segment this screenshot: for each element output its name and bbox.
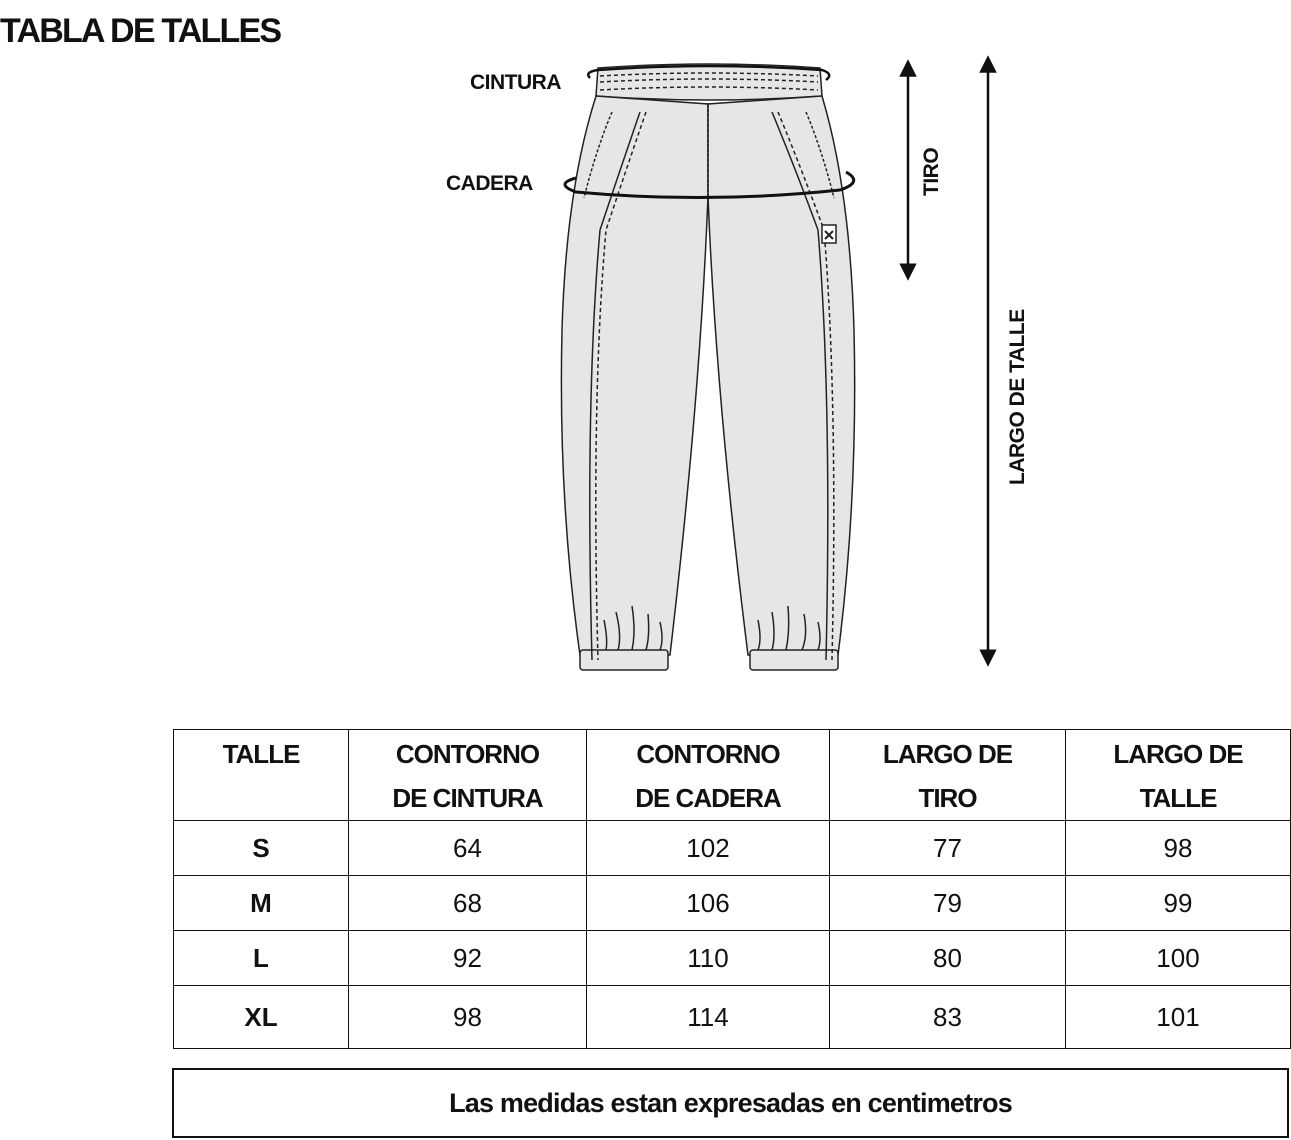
size-cell: S xyxy=(174,821,349,876)
table-row xyxy=(174,821,1291,876)
talle-cell: 100 xyxy=(1066,931,1291,986)
cintura-cell: 64 xyxy=(349,821,587,876)
pants-illustration xyxy=(561,64,854,670)
talle-cell: 99 xyxy=(1066,876,1291,931)
logo-tag xyxy=(822,225,836,243)
left-leg xyxy=(561,96,708,655)
header-contorno-cadera: CONTORNO DE CADERA xyxy=(587,730,830,821)
tiro-cell: 83 xyxy=(830,986,1066,1049)
header-talle: TALLE xyxy=(174,730,349,821)
talle-cell: 101 xyxy=(1066,986,1291,1049)
units-note: Las medidas estan expresadas en centimetros xyxy=(172,1068,1289,1138)
label-cintura: CINTURA xyxy=(470,71,561,94)
cadera-cell: 106 xyxy=(587,876,830,931)
table-row xyxy=(174,931,1291,986)
right-cuff xyxy=(750,650,838,670)
tiro-cell: 79 xyxy=(830,876,1066,931)
cintura-cell: 68 xyxy=(349,876,587,931)
tiro-cell: 77 xyxy=(830,821,1066,876)
cadera-cell: 114 xyxy=(587,986,830,1049)
label-largo-talle: LARGO DE TALLE xyxy=(1006,309,1029,485)
size-cell: XL xyxy=(174,986,349,1049)
cintura-cell: 92 xyxy=(349,931,587,986)
right-leg xyxy=(708,96,855,655)
talle-cell: 98 xyxy=(1066,821,1291,876)
cadera-cell: 110 xyxy=(587,931,830,986)
label-tiro: TIRO xyxy=(920,147,943,196)
size-cell: M xyxy=(174,876,349,931)
cintura-cell: 98 xyxy=(349,986,587,1049)
table-row xyxy=(174,986,1291,1049)
cadera-cell: 102 xyxy=(587,821,830,876)
waistband xyxy=(596,64,822,100)
size-table xyxy=(173,729,1291,1049)
page-title: TABLA DE TALLES xyxy=(0,12,281,50)
tiro-cell: 80 xyxy=(830,931,1066,986)
header-largo-talle: LARGO DE TALLE xyxy=(1066,730,1291,821)
size-cell: L xyxy=(174,931,349,986)
label-cadera: CADERA xyxy=(446,172,533,195)
left-cuff xyxy=(580,650,668,670)
table-header-row xyxy=(174,730,1291,821)
header-contorno-cintura: CONTORNO DE CINTURA xyxy=(349,730,587,821)
table-row xyxy=(174,876,1291,931)
header-largo-tiro: LARGO DE TIRO xyxy=(830,730,1066,821)
